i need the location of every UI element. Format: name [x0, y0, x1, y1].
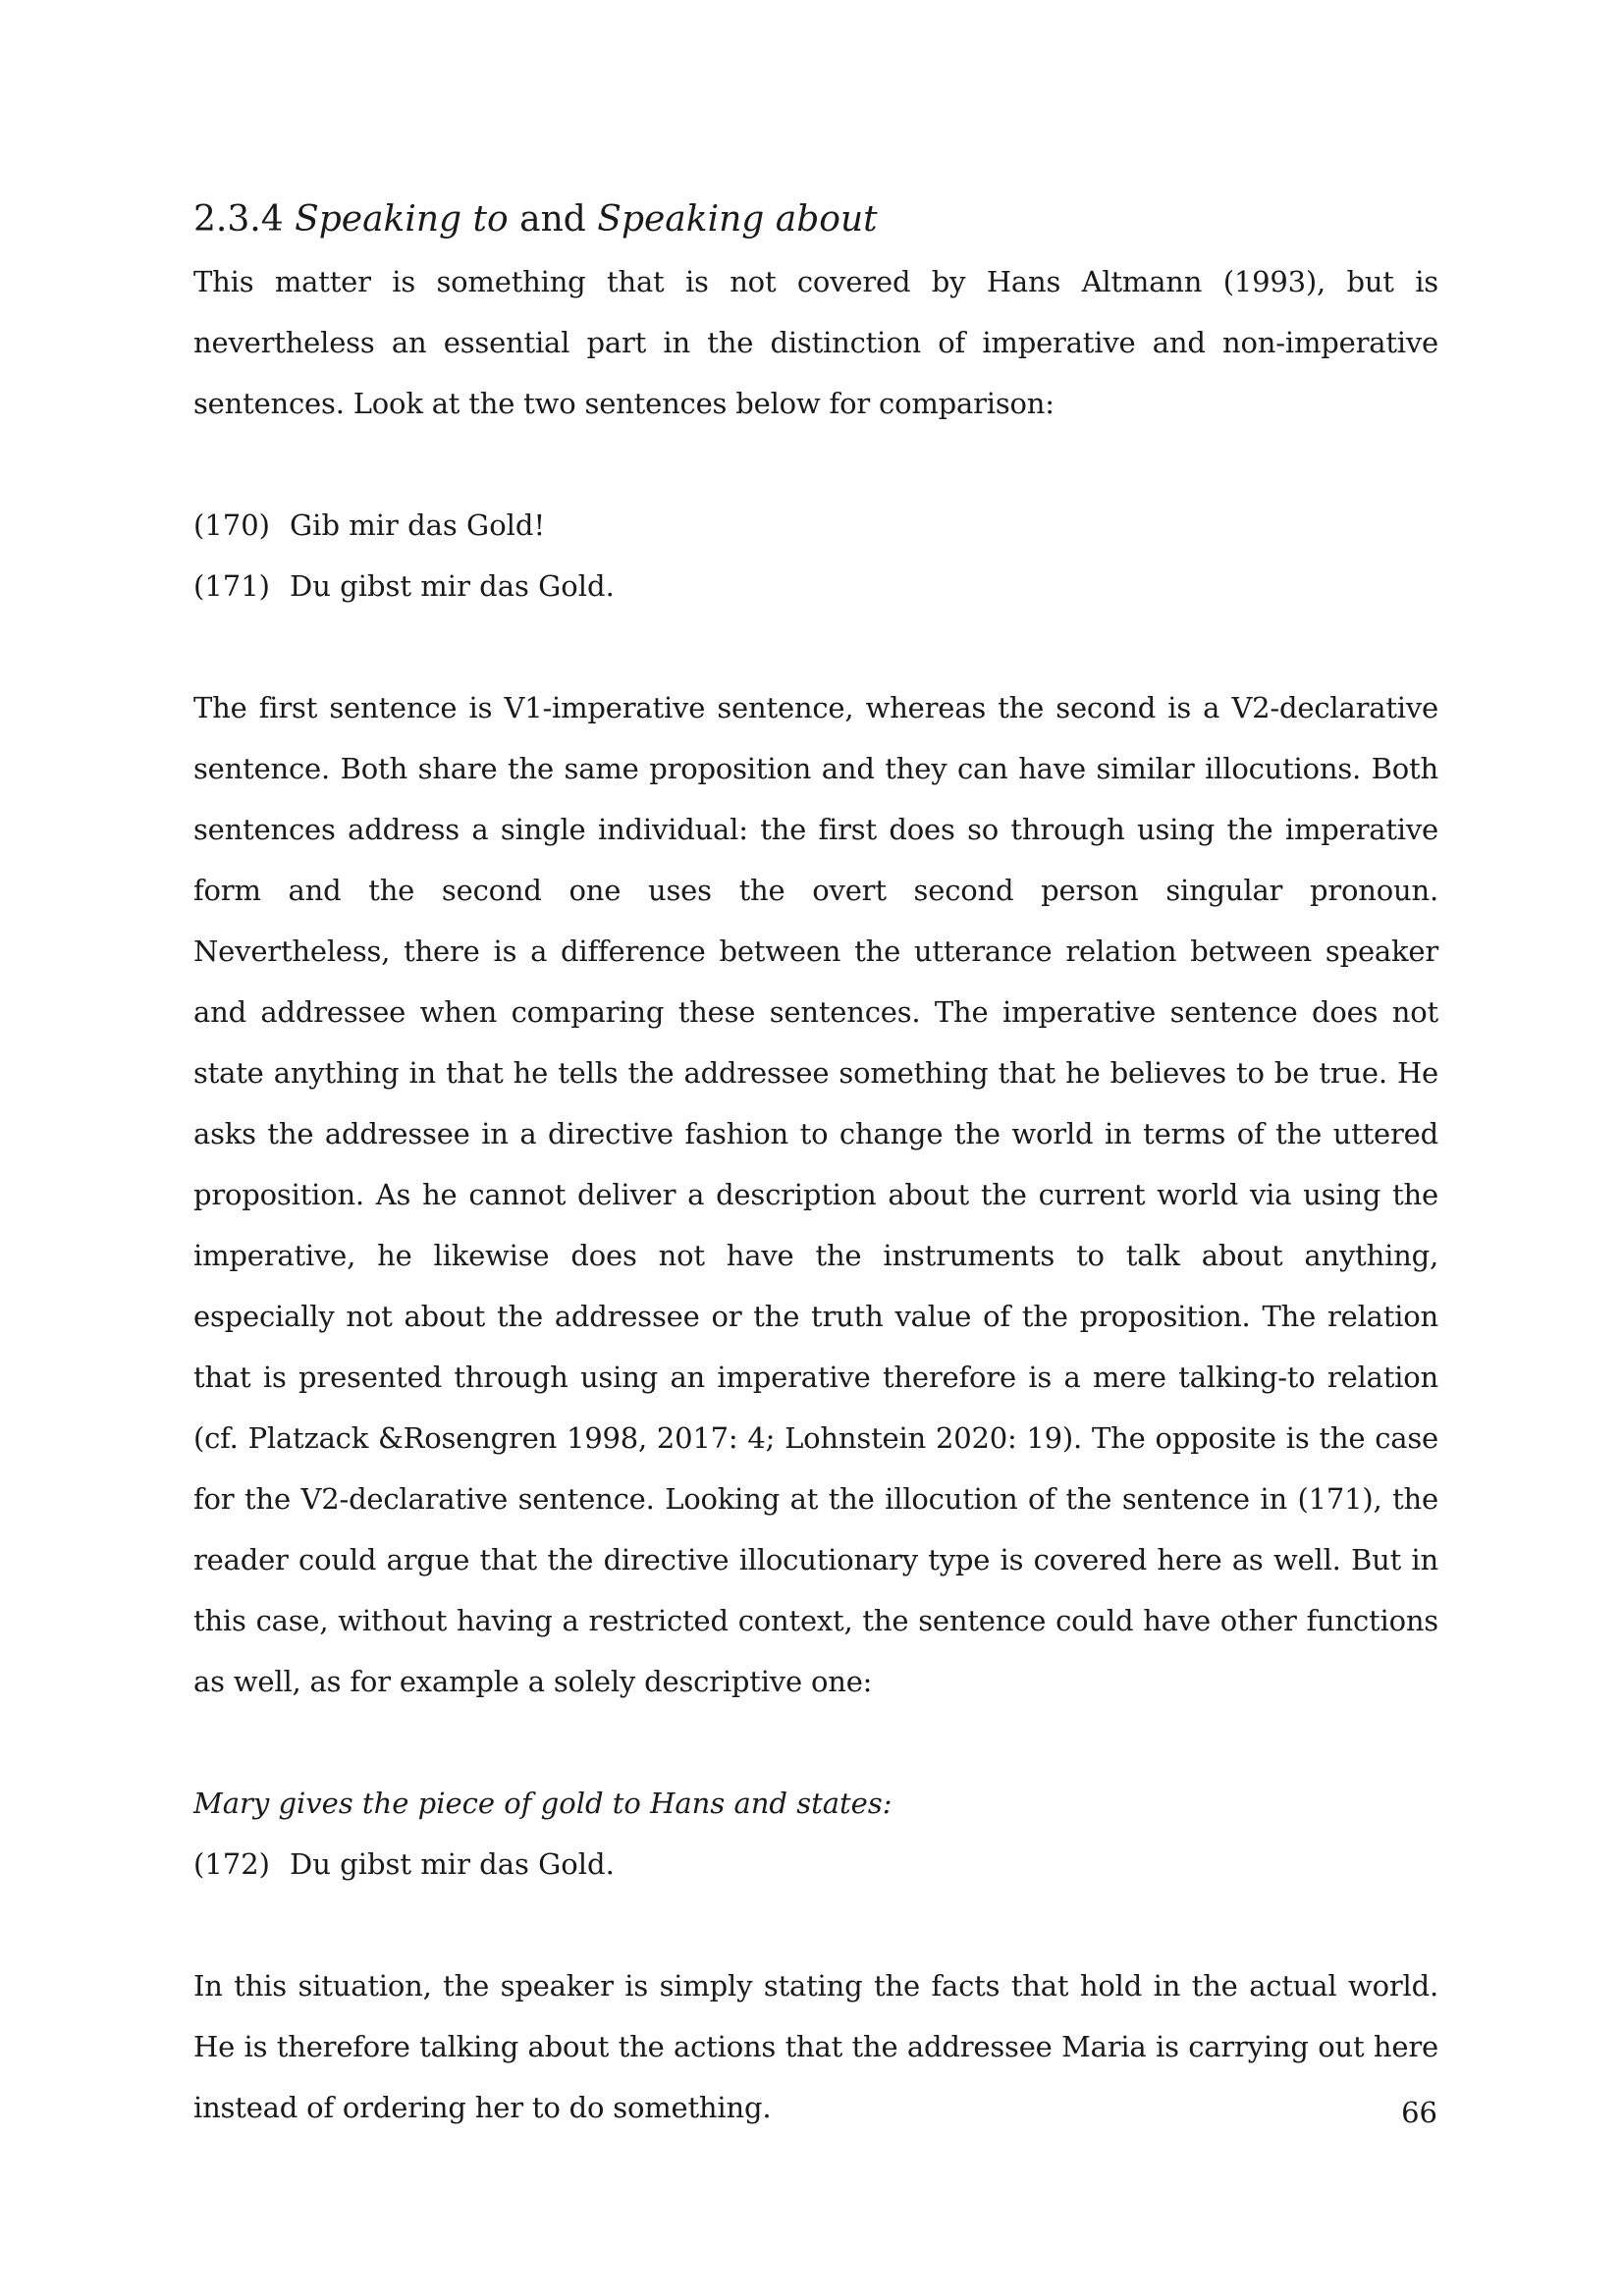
example-number: (171) [193, 569, 270, 603]
example-number: (172) [193, 1847, 270, 1881]
paragraph-discussion: The first sentence is V1-imperative sentence, whereas the second is a V2-declarative sentence. Both share the same proposition and they can have similar illocutions. Both sentences address a single individual: the first does so through using the imperative form and the second one uses the overt second person singular pronoun. Nevertheless, there is a difference between the utterance relation between speaker and addressee when comparing these sentences. The imperative sentence does not state anything in that he tells the addressee something that he believes to be true. He asks the addressee in a directive fashion to change the world in terms of the uttered proposition. As he cannot deliver a description about the current world via using the imperative, he likewise does not have the instruments to talk about anything, especially not about the addressee or the truth value of the proposition. The relation that is presented through using an imperative therefore is a mere talking-to relation (cf. Platzack &Rosengren 1998, 2017: 4; Lohnstein 2020: 19). The opposite is the case for the V2-declarative sentence. Looking at the illocution of the sentence in (171), the reader could argue that the directive illocutionary type is covered here as well. But in this case, without having a restricted context, the sentence could have other functions as well, as for example a solely descriptive one: [193, 691, 1438, 1698]
example-170 [193, 495, 1438, 556]
heading-connector: and [519, 199, 586, 240]
example-text: Gib mir das Gold! [290, 508, 546, 542]
example-list [193, 495, 1438, 616]
example-text: Du gibst mir das Gold. [290, 1847, 615, 1881]
heading-speaking-to: Speaking to [295, 199, 509, 240]
page-body [193, 196, 1438, 2138]
page-number: 66 [1401, 2096, 1437, 2129]
example-172 [193, 1834, 1438, 1895]
example-171 [193, 556, 1438, 616]
section-heading [193, 196, 1438, 243]
example-list-2 [193, 1834, 1438, 1895]
example-context: Mary gives the piece of gold to Hans and states: [193, 1787, 893, 1820]
paragraph-intro: This matter is something that is not covered by Hans Altmann (1993), but is nevertheless an essential part in the distinction of imperative and non-imperative sentences. Look at the two sentences below for comparison: [193, 265, 1438, 420]
heading-speaking-about: Speaking about [597, 199, 878, 240]
example-text: Du gibst mir das Gold. [290, 569, 615, 603]
example-number: (170) [193, 508, 270, 542]
paragraph-conclusion: In this situation, the speaker is simply stating the facts that hold in the actual world. He is therefore talking about the actions that the addressee Maria is carrying out here instead of ordering her to do something. [193, 1969, 1438, 2124]
section-number: 2.3.4 [193, 199, 284, 240]
